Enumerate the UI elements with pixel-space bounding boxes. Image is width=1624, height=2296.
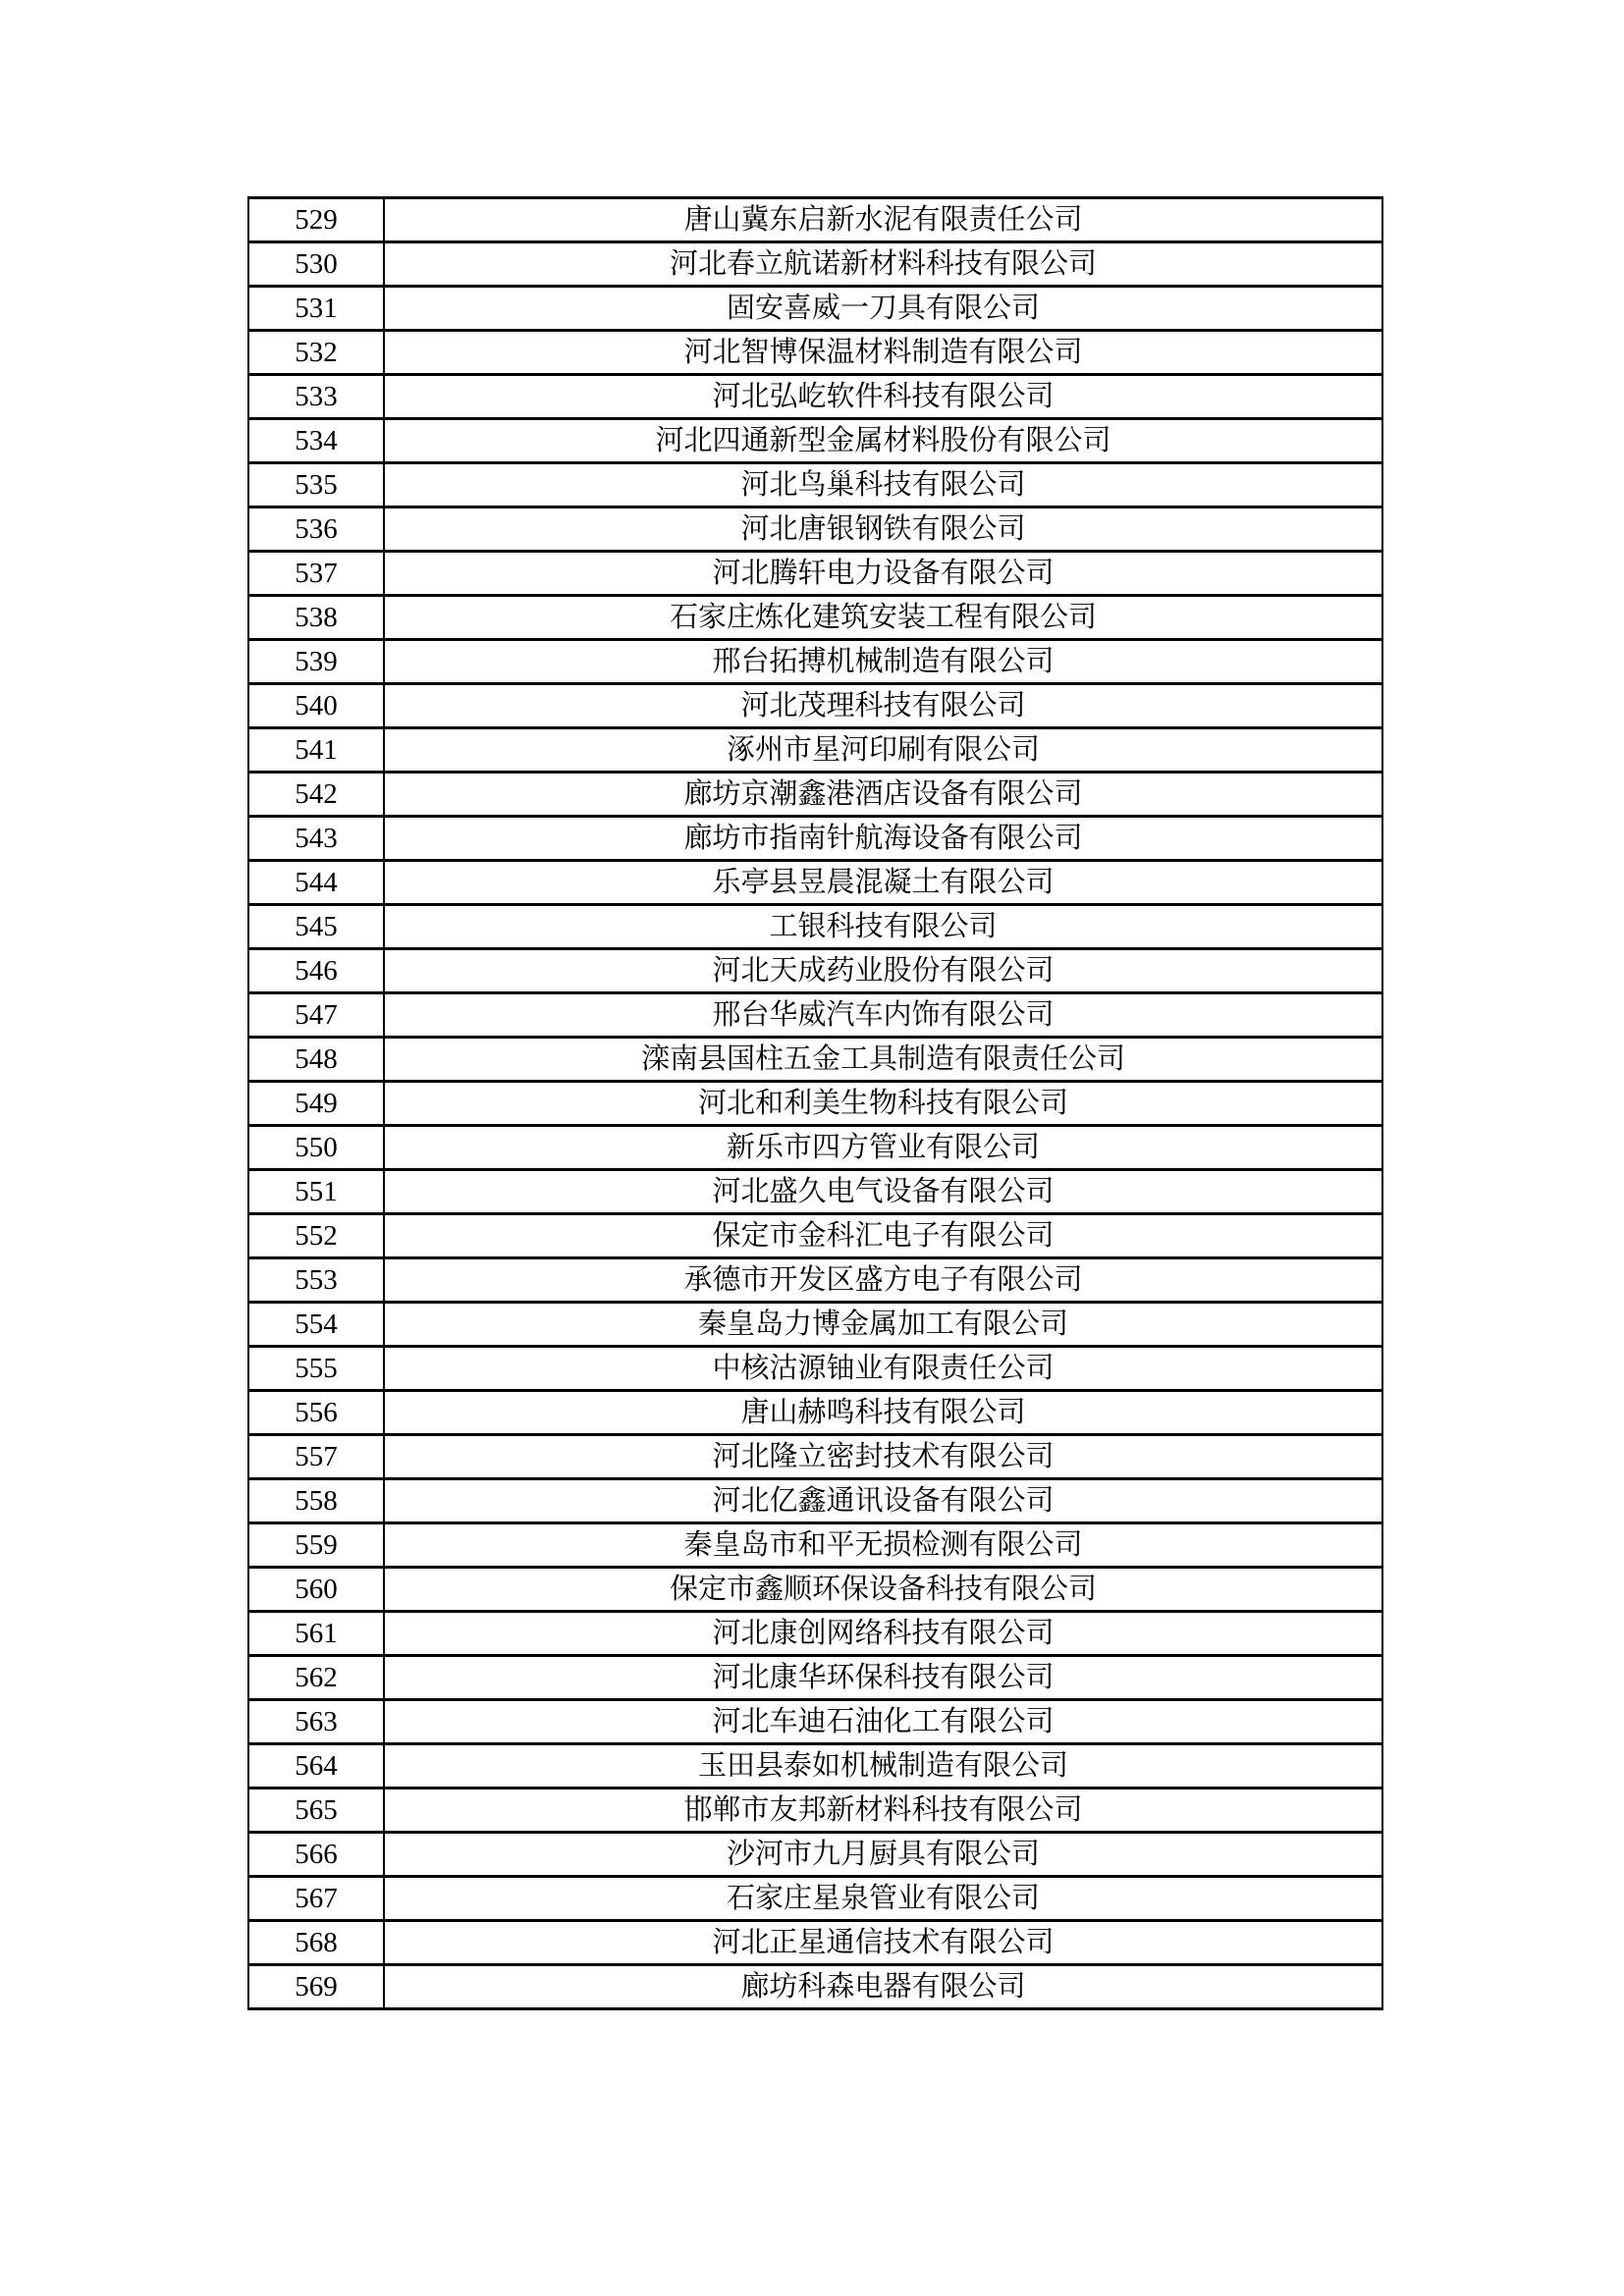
table-row xyxy=(248,507,1382,552)
company-name-cell: 秦皇岛力博金属加工有限公司 xyxy=(384,1303,1382,1347)
row-number-cell: 544 xyxy=(248,861,384,905)
company-name-cell: 河北鸟巢科技有限公司 xyxy=(384,463,1382,507)
company-name-cell: 河北弘屹软件科技有限公司 xyxy=(384,375,1382,419)
company-name-cell: 秦皇岛市和平无损检测有限公司 xyxy=(384,1523,1382,1568)
table-row xyxy=(248,1965,1382,2009)
table-row xyxy=(248,1612,1382,1656)
company-name-cell: 新乐市四方管业有限公司 xyxy=(384,1126,1382,1170)
row-number-cell: 538 xyxy=(248,596,384,640)
table-row xyxy=(248,861,1382,905)
table-row xyxy=(248,463,1382,507)
table-row xyxy=(248,1877,1382,1921)
company-name-cell: 邢台华威汽车内饰有限公司 xyxy=(384,993,1382,1038)
table-row xyxy=(248,1833,1382,1877)
row-number-cell: 533 xyxy=(248,375,384,419)
row-number-cell: 540 xyxy=(248,684,384,728)
table-row xyxy=(248,331,1382,375)
row-number-cell: 553 xyxy=(248,1258,384,1303)
table-row xyxy=(248,1038,1382,1082)
company-name-cell: 邯郸市友邦新材料科技有限公司 xyxy=(384,1789,1382,1833)
company-name-cell: 河北盛久电气设备有限公司 xyxy=(384,1170,1382,1214)
table-row xyxy=(248,1921,1382,1965)
row-number-cell: 566 xyxy=(248,1833,384,1877)
table-row xyxy=(248,552,1382,596)
company-name-cell: 滦南县国柱五金工具制造有限责任公司 xyxy=(384,1038,1382,1082)
table-row xyxy=(248,1789,1382,1833)
table-row xyxy=(248,1347,1382,1391)
row-number-cell: 557 xyxy=(248,1435,384,1479)
row-number-cell: 546 xyxy=(248,949,384,993)
table-row xyxy=(248,1479,1382,1523)
company-name-cell: 河北亿鑫通讯设备有限公司 xyxy=(384,1479,1382,1523)
row-number-cell: 542 xyxy=(248,773,384,817)
company-name-cell: 河北天成药业股份有限公司 xyxy=(384,949,1382,993)
company-list-table xyxy=(247,196,1383,2010)
company-name-cell: 廊坊京潮鑫港酒店设备有限公司 xyxy=(384,773,1382,817)
table-row xyxy=(248,993,1382,1038)
company-name-cell: 河北腾轩电力设备有限公司 xyxy=(384,552,1382,596)
table-row xyxy=(248,1744,1382,1789)
company-name-cell: 河北正星通信技术有限公司 xyxy=(384,1921,1382,1965)
row-number-cell: 543 xyxy=(248,817,384,861)
company-name-cell: 石家庄星泉管业有限公司 xyxy=(384,1877,1382,1921)
table-row xyxy=(248,1258,1382,1303)
company-name-cell: 河北唐银钢铁有限公司 xyxy=(384,507,1382,552)
table-row xyxy=(248,1656,1382,1700)
company-name-cell: 邢台拓搏机械制造有限公司 xyxy=(384,640,1382,684)
row-number-cell: 537 xyxy=(248,552,384,596)
table-row xyxy=(248,1170,1382,1214)
row-number-cell: 548 xyxy=(248,1038,384,1082)
row-number-cell: 539 xyxy=(248,640,384,684)
table-row xyxy=(248,773,1382,817)
company-name-cell: 唐山赫鸣科技有限公司 xyxy=(384,1391,1382,1435)
table-row xyxy=(248,1435,1382,1479)
table-row xyxy=(248,817,1382,861)
company-name-cell: 河北康创网络科技有限公司 xyxy=(384,1612,1382,1656)
table-row xyxy=(248,198,1382,242)
company-name-cell: 唐山冀东启新水泥有限责任公司 xyxy=(384,198,1382,242)
company-name-cell: 河北春立航诺新材料科技有限公司 xyxy=(384,242,1382,287)
row-number-cell: 541 xyxy=(248,728,384,773)
company-name-cell: 河北茂理科技有限公司 xyxy=(384,684,1382,728)
company-name-cell: 工银科技有限公司 xyxy=(384,905,1382,949)
row-number-cell: 562 xyxy=(248,1656,384,1700)
company-name-cell: 河北隆立密封技术有限公司 xyxy=(384,1435,1382,1479)
row-number-cell: 554 xyxy=(248,1303,384,1347)
company-name-cell: 承德市开发区盛方电子有限公司 xyxy=(384,1258,1382,1303)
row-number-cell: 561 xyxy=(248,1612,384,1656)
table-row xyxy=(248,287,1382,331)
row-number-cell: 549 xyxy=(248,1082,384,1126)
row-number-cell: 529 xyxy=(248,198,384,242)
table-row xyxy=(248,728,1382,773)
row-number-cell: 558 xyxy=(248,1479,384,1523)
company-name-cell: 河北智博保温材料制造有限公司 xyxy=(384,331,1382,375)
company-name-cell: 中核沽源铀业有限责任公司 xyxy=(384,1347,1382,1391)
table-row xyxy=(248,242,1382,287)
row-number-cell: 531 xyxy=(248,287,384,331)
table-row xyxy=(248,1700,1382,1744)
row-number-cell: 532 xyxy=(248,331,384,375)
row-number-cell: 556 xyxy=(248,1391,384,1435)
company-name-cell: 玉田县泰如机械制造有限公司 xyxy=(384,1744,1382,1789)
table-row xyxy=(248,1391,1382,1435)
row-number-cell: 559 xyxy=(248,1523,384,1568)
company-name-cell: 河北和利美生物科技有限公司 xyxy=(384,1082,1382,1126)
table-row xyxy=(248,1214,1382,1258)
row-number-cell: 563 xyxy=(248,1700,384,1744)
row-number-cell: 534 xyxy=(248,419,384,463)
table-row xyxy=(248,375,1382,419)
company-name-cell: 廊坊市指南针航海设备有限公司 xyxy=(384,817,1382,861)
row-number-cell: 564 xyxy=(248,1744,384,1789)
row-number-cell: 545 xyxy=(248,905,384,949)
company-name-cell: 固安喜威一刀具有限公司 xyxy=(384,287,1382,331)
row-number-cell: 560 xyxy=(248,1568,384,1612)
row-number-cell: 555 xyxy=(248,1347,384,1391)
row-number-cell: 569 xyxy=(248,1965,384,2009)
company-name-cell: 廊坊科森电器有限公司 xyxy=(384,1965,1382,2009)
table-row xyxy=(248,1568,1382,1612)
company-name-cell: 乐亭县昱晨混凝土有限公司 xyxy=(384,861,1382,905)
company-name-cell: 河北康华环保科技有限公司 xyxy=(384,1656,1382,1700)
row-number-cell: 530 xyxy=(248,242,384,287)
table-row xyxy=(248,949,1382,993)
table-row xyxy=(248,1126,1382,1170)
company-name-cell: 保定市鑫顺环保设备科技有限公司 xyxy=(384,1568,1382,1612)
company-name-cell: 河北车迪石油化工有限公司 xyxy=(384,1700,1382,1744)
row-number-cell: 551 xyxy=(248,1170,384,1214)
row-number-cell: 535 xyxy=(248,463,384,507)
table-row xyxy=(248,905,1382,949)
table-row xyxy=(248,684,1382,728)
table-row xyxy=(248,419,1382,463)
table-row xyxy=(248,1303,1382,1347)
row-number-cell: 536 xyxy=(248,507,384,552)
row-number-cell: 567 xyxy=(248,1877,384,1921)
table-row xyxy=(248,640,1382,684)
company-table-body xyxy=(248,198,1382,2009)
table-row xyxy=(248,596,1382,640)
table-row xyxy=(248,1523,1382,1568)
company-name-cell: 涿州市星河印刷有限公司 xyxy=(384,728,1382,773)
row-number-cell: 550 xyxy=(248,1126,384,1170)
company-name-cell: 沙河市九月厨具有限公司 xyxy=(384,1833,1382,1877)
company-name-cell: 石家庄炼化建筑安装工程有限公司 xyxy=(384,596,1382,640)
table-row xyxy=(248,1082,1382,1126)
row-number-cell: 565 xyxy=(248,1789,384,1833)
row-number-cell: 552 xyxy=(248,1214,384,1258)
company-name-cell: 保定市金科汇电子有限公司 xyxy=(384,1214,1382,1258)
row-number-cell: 547 xyxy=(248,993,384,1038)
row-number-cell: 568 xyxy=(248,1921,384,1965)
company-name-cell: 河北四通新型金属材料股份有限公司 xyxy=(384,419,1382,463)
